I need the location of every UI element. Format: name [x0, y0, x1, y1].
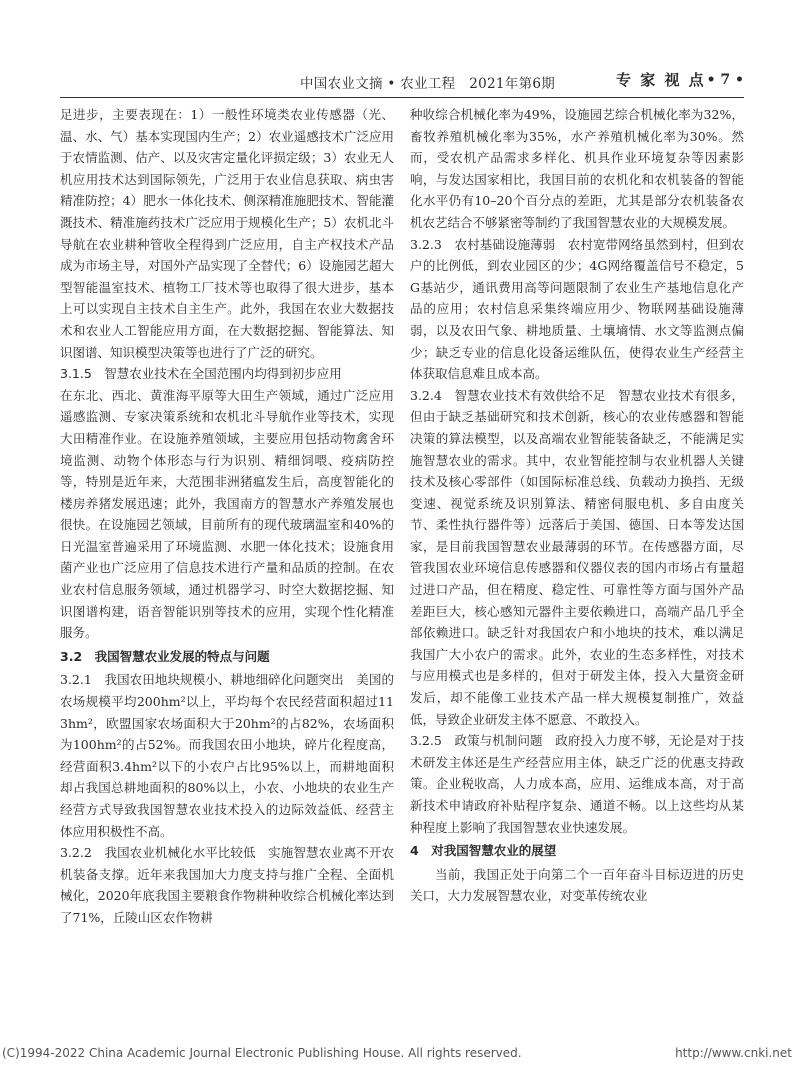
section-label: 专 家 视 点 — [616, 71, 706, 89]
left-column — [60, 104, 394, 929]
body-paragraph: 当前，我国正处于向第二个一百年奋斗目标迈进的历史关口，大力发展智慧农业，对变革传统农业 — [410, 866, 744, 904]
page-number: • 7 • — [706, 72, 744, 88]
body-paragraph: 3.2.3 农村基础设施薄弱 农村宽带网络虽然到村，但到农户的比例低，到农业园区的少；4G网络覆盖信号不稳定，5G基站少，通讯费用高等问题限制了农业生产基地信息化产品的应用；农村信息采集终端应用少、物联网基础设施薄弱，以及农田气象、耕地质量、土壤墒情、水文等监测点偏少；缺乏专业的信息化设备运维队伍，使得农业生产经营主体获取信息难且成本高。 — [410, 236, 744, 382]
body-paragraph: 3.2.5 政策与机制问题 政府投入力度不够，无论是对于技术研发主体还是生产经营应用主体，缺乏广泛的优惠支持政策。企业税收高，人力成本高，应用、运维成本高，对于高新技术申请政府补贴程序复杂、通道不畅。以上这些均从某种程度上影响了我国智慧农业快速发展。 — [410, 733, 744, 835]
body-paragraph: 足进步，主要表现在：1）一般性环境类农业传感器（光、温、水、气）基本实现国内生产；2）农业遥感技术广泛应用于农情监测、估产、以及灾害定量化评损定级；3）农业无人机应用技术达到国际领先，广泛用于农业信息获取、病虫害精准防控；4）肥水一体化技术、侧深精准施肥技术、智能灌溉技术、精准施药技术广泛应用于规模化生产；5）农机北斗导航在农业耕种管收全程得到广泛应用，自主产权技术产品成为市场主导，对国外产品实现了全替代；6）设施园艺超大型智能温室技术、植物工厂技术等也取得了很大进步，基本上可以实现自主技术自主生产。此外，我国在农业大数据技术和农业人工智能应用方面，在大数据挖掘、智能算法、知识图谱、知识模型决策等也进行了广泛的研究。 — [60, 107, 394, 360]
body-paragraph: 种收综合机械化率为49%，设施园艺综合机械化率为32%，畜牧养殖机械化率为35%，水产养殖机械化率为30%。然而，受农机产品需求多样化、机具作业环境复杂等因素影响，与发达国家相比，我国目前的农机化和农机装备的智能化水平仍有10–20个百分点的差距，尤其是部分农机装备农机农艺结合不够紧密等制约了我国智慧农业的大规模发展。 — [410, 107, 744, 230]
body-paragraph: 3.2.2 我国农业机械化水平比较低 实施智慧农业离不开农机装备支撑。近年来我国加大力度支持与推广全程、全面机械化，2020年底我国主要粮食作物耕种收综合机械化率达到了71%，丘陵山区农作物耕 — [60, 845, 394, 925]
section-heading: 3.2 我国智慧农业发展的特点与问题 — [60, 648, 270, 664]
running-header — [60, 68, 744, 94]
copyright-text: (C)1994-2022 China Academic Journal Electronic Publishing House. All rights reserved. — [2, 1046, 522, 1060]
body-paragraph: 3.2.4 智慧农业技术有效供给不足 智慧农业技术有很多，但由于缺乏基础研究和技术创新，核心的农业传感器和智能决策的算法模型，以及高端农业智能装备缺乏，不能满足实施智慧农业的需求。其中，农业智能控制与农业机器人关键技术及核心零部件（如国际标准总线、负载动力换挡、无级变速、视觉系统及识别算法、精密伺服电机、多自由度关节、柔性执行器件等）远落后于美国、德国、日本等发达国家，是目前我国智慧农业最薄弱的环节。在传感器方面，尽管我国农业环境信息传感器和仪器仪表的国内市场占有量超过进口产品，但在精度、稳定性、可靠性等方面与国外产品差距巨大，核心感知元器件主要依赖进口，高端产品几乎全部依赖进口。缺乏针对我国农户和小地块的技术，难以满足我国广大小农户的需求。此外，农业的生态多样性，对技术与应用模式也是多样的，但对于研发主体，投入大量资金研发后，却不能像工业技术产品一样大规模复制推广，效益低，导致企业研发主体不愿意、不敢投入。 — [410, 387, 744, 727]
journal-title: 中国农业文摘 • 农业工程 2021年第6期 — [300, 76, 556, 92]
header-rule — [60, 97, 744, 98]
body-paragraph: 3.2.1 我国农田地块规模小、耕地细碎化问题突出 美国的农场规模平均200hm²以上，平均每个农民经营面积超过113hm²，欧盟国家农场面积大于20hm²的占82%，农场面积为100hm²的占52%。而我国农田小地块，碎片化程度高，经营面积3.4hm²以下的小农户占比95%以上，而耕地面积却占我国总耕地面积的80%以上，小农、小地块的农业生产经营方式导致我国智慧农业技术投入的边际效益低、经营主体应用积极性不高。 — [60, 672, 394, 839]
section-heading: 4 对我国智慧农业的展望 — [410, 843, 557, 859]
body-paragraph: 在东北、西北、黄淮海平原等大田生产领域，通过广泛应用遥感监测、专家决策系统和农机北斗导航作业等技术，实现大田精准作业。在设施养殖领域，主要应用包括动物禽舍环境监测、动物个体形态与行为识别、精细饲喂、疫病防控等，特别是近年来，大范围非洲猪瘟发生后，高度智能化的楼房养猪发展迅速；此外，我国南方的智慧水产养殖发展也很快。在设施园艺领域，目前所有的现代玻璃温室和40%的日光温室普遍采用了环境监测、水肥一体化技术；设施食用菌产业也广泛应用了信息技术进行产量和品质的控制。在农业农村信息服务领域，通过机器学习、时空大数据挖掘、知识图谱构建，语音智能识别等技术的应用，实现个性化精准服务。 — [60, 387, 394, 641]
section-heading: 3.1.5 智慧农业技术在全国范围内均得到初步应用 — [60, 366, 342, 382]
cnki-link[interactable]: http://www.cnki.net — [675, 1046, 792, 1060]
right-column — [410, 104, 744, 907]
